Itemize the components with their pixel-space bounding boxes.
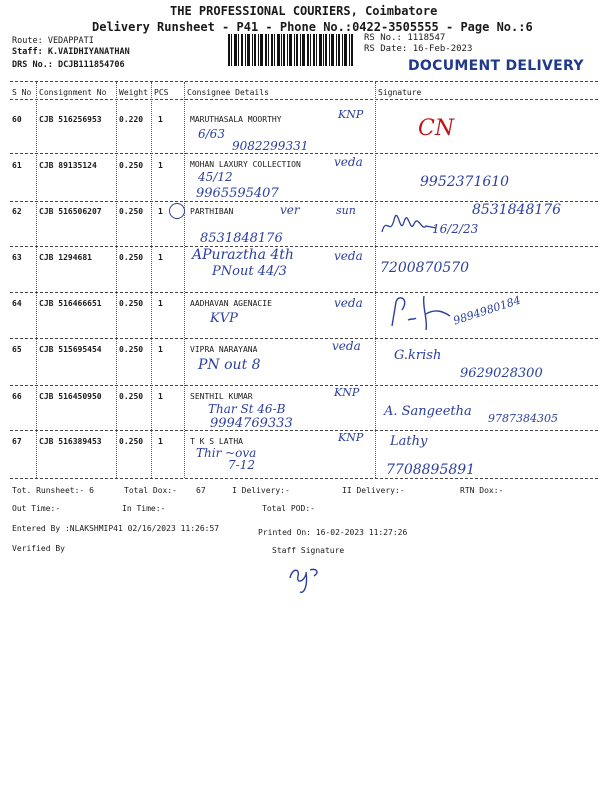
- signature-date: 16/2/23: [432, 222, 479, 236]
- row-weight: 0.250: [119, 161, 144, 170]
- row-consignment: CJB 89135124: [39, 161, 97, 170]
- handwritten-phone: 9082299331: [232, 139, 309, 153]
- handwritten-area-tag: KNP: [338, 108, 364, 121]
- col-separator: [151, 82, 152, 478]
- row-weight: 0.250: [119, 345, 144, 354]
- row-weight: 0.250: [119, 253, 144, 262]
- row-consignee: PARTHIBAN: [190, 207, 234, 216]
- row-sno: 67: [12, 437, 22, 446]
- ii-delivery: II Delivery:-: [342, 486, 405, 495]
- row-divider: [10, 292, 598, 293]
- check-circle-icon: [169, 203, 185, 219]
- handwritten-phone: PNout 44/3: [212, 264, 287, 279]
- row-pcs: 1: [158, 299, 163, 308]
- out-time: Out Time:-: [12, 504, 61, 513]
- rtn-dox: RTN Dox:-: [460, 486, 504, 495]
- row-consignment: CJB 516450950: [39, 392, 102, 401]
- header-divider-top: [10, 81, 598, 82]
- row-sno: 65: [12, 345, 22, 354]
- col-separator: [184, 82, 185, 478]
- row-sno: 60: [12, 115, 22, 124]
- row-weight: 0.250: [119, 437, 144, 446]
- tot-runsheet: Tot. Runsheet:- 6: [12, 486, 94, 495]
- row-consignee: SENTHIL KUMAR: [190, 392, 253, 401]
- row-sno: 61: [12, 161, 22, 170]
- signature-phone: 7708895891: [386, 462, 476, 478]
- handwritten-area-tag: KNP: [338, 431, 364, 444]
- col-consignee: Consignee Details: [187, 88, 269, 97]
- row-divider: [10, 338, 598, 339]
- col-separator: [36, 82, 37, 478]
- row-divider: [10, 246, 598, 247]
- handwritten-address: ver: [280, 203, 300, 217]
- signature-phone: 9894980184: [451, 293, 523, 328]
- handwritten-phone: 7-12: [228, 458, 255, 472]
- row-sno: 63: [12, 253, 22, 262]
- row-consignee: AADHAVAN AGENACIE: [190, 299, 272, 308]
- signature-mark: CN: [418, 116, 455, 141]
- row-consignee: VIPRA NARAYANA: [190, 345, 258, 354]
- row-sno: 62: [12, 207, 22, 216]
- row-weight: 0.250: [119, 207, 144, 216]
- entered-by: Entered By :NLAKSHMIP41 02/16/2023 11:26:57: [12, 524, 220, 533]
- route-label: Route: VEDAPPATI: [12, 36, 94, 46]
- row-consignment: CJB 516466651: [39, 299, 102, 308]
- col-sno: S No: [12, 88, 32, 97]
- signature-scribble: [380, 212, 440, 240]
- staff-signature-label: Staff Signature: [272, 546, 345, 555]
- handwritten-area-tag: veda: [334, 155, 363, 169]
- handwritten-area-tag: KNP: [334, 386, 360, 399]
- in-time: In Time:-: [122, 504, 166, 513]
- signature-phone: 9952371610: [420, 174, 510, 190]
- row-sno: 64: [12, 299, 22, 308]
- row-divider: [10, 153, 598, 154]
- col-signature: Signature: [378, 88, 422, 97]
- signature-scribble: [388, 290, 458, 334]
- handwritten-address: 45/12: [198, 170, 233, 184]
- printed-on: Printed On: 16-02-2023 11:27:26: [258, 528, 408, 537]
- signature-name: Lathy: [390, 434, 428, 449]
- handwritten-phone: 9965595407: [196, 186, 279, 201]
- total-dox-label: Total Dox:-: [124, 486, 177, 495]
- barcode-icon: [228, 34, 354, 66]
- row-divider: [10, 385, 598, 386]
- handwritten-area-tag: sun: [336, 204, 356, 217]
- col-pcs: PCS: [154, 88, 169, 97]
- handwritten-address: PN out 8: [198, 357, 261, 373]
- i-delivery: I Delivery:-: [232, 486, 290, 495]
- document-delivery-stamp: DOCUMENT DELIVERY: [408, 58, 584, 74]
- signature-phone: 9787384305: [488, 412, 558, 425]
- row-weight: 0.220: [119, 115, 144, 124]
- handwritten-address: 6/63: [198, 127, 225, 141]
- row-consignment: CJB 515695454: [39, 345, 102, 354]
- row-pcs: 1: [158, 115, 163, 124]
- table-bottom-divider: [10, 478, 598, 479]
- handwritten-address: Thir ~ova: [196, 446, 257, 460]
- handwritten-phone: 9994769333: [210, 416, 293, 431]
- row-pcs: 1: [158, 437, 163, 446]
- rs-date: RS Date: 16-Feb-2023: [364, 44, 473, 54]
- handwritten-address: KVP: [210, 311, 238, 326]
- staff-label: Staff: K.VAIDHIYANATHAN: [12, 47, 130, 57]
- total-pod: Total POD:-: [262, 504, 315, 513]
- row-consignment: CJB 516506207: [39, 207, 102, 216]
- rs-number: RS No.: 1118547: [364, 33, 446, 43]
- row-pcs: 1: [158, 161, 163, 170]
- runsheet-subtitle: Delivery Runsheet - P41 - Phone No.:0422-3505555 - Page No.:6: [92, 20, 533, 34]
- staff-signature-scribble: [286, 562, 326, 596]
- handwritten-address: APuraztha 4th: [192, 247, 294, 263]
- row-weight: 0.250: [119, 299, 144, 308]
- signature-name: G.krish: [394, 348, 442, 363]
- document-title: THE PROFESSIONAL COURIERS, Coimbatore: [170, 4, 438, 18]
- col-weight: Weight: [119, 88, 148, 97]
- verified-by: Verified By: [12, 544, 65, 553]
- row-consignment: CJB 516389453: [39, 437, 102, 446]
- row-consignment: CJB 1294681: [39, 253, 92, 262]
- handwritten-phone: 8531848176: [200, 231, 283, 246]
- row-consignee: MOHAN LAXURY COLLECTION: [190, 160, 301, 169]
- signature-phone: 9629028300: [460, 366, 543, 381]
- row-divider: [10, 430, 598, 431]
- row-consignment: CJB 516256953: [39, 115, 102, 124]
- row-sno: 66: [12, 392, 22, 401]
- row-pcs: 1: [158, 392, 163, 401]
- handwritten-area-tag: veda: [334, 296, 363, 310]
- signature-name: A. Sangeetha: [384, 404, 472, 419]
- header-divider-bottom: [10, 99, 598, 100]
- drs-number: DRS No.: DCJB111854706: [12, 60, 125, 70]
- row-weight: 0.250: [119, 392, 144, 401]
- signature-phone: 7200870570: [380, 260, 470, 276]
- total-dox-value: 67: [196, 486, 206, 495]
- row-pcs: 1: [158, 207, 163, 216]
- handwritten-area-tag: veda: [332, 339, 361, 353]
- row-consignee: T K S LATHA: [190, 437, 243, 446]
- signature-phone: 8531848176: [472, 202, 562, 218]
- row-pcs: 1: [158, 253, 163, 262]
- row-pcs: 1: [158, 345, 163, 354]
- col-consignment: Consignment No: [39, 88, 107, 97]
- col-separator: [375, 82, 376, 478]
- handwritten-area-tag: veda: [334, 249, 363, 263]
- handwritten-address: Thar St 46-B: [208, 402, 286, 416]
- row-consignee: MARUTHASALA MOORTHY: [190, 115, 282, 124]
- col-separator: [116, 82, 117, 478]
